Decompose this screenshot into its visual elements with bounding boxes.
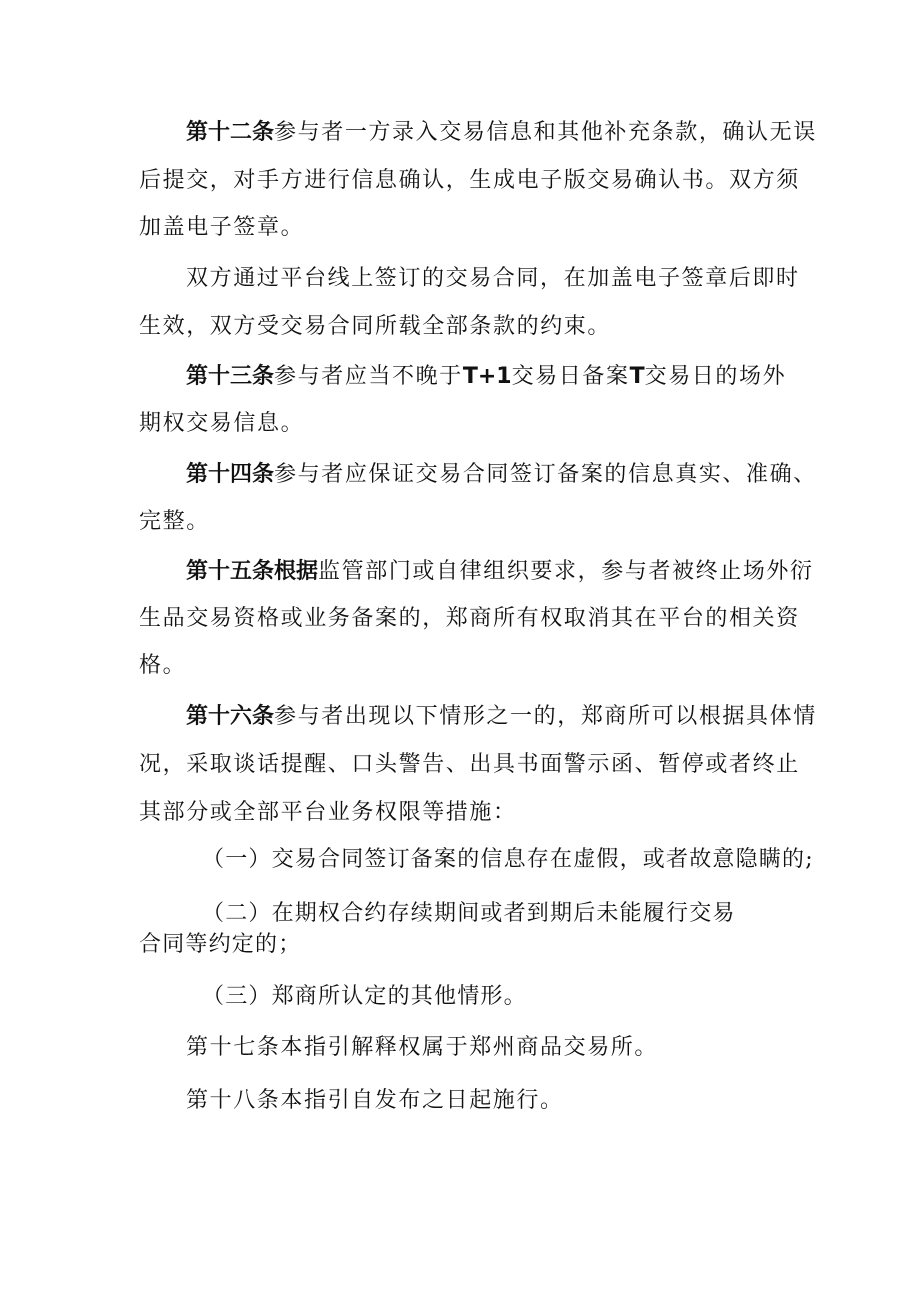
- article-15-line-1: [186, 557, 814, 587]
- article-12-line-2: 后提交，对手方进行信息确认，生成电子版交易确认书。双方须: [139, 168, 800, 193]
- article-14-text-1: 参与者应保证交易合同签订备案的信息真实、准确、: [274, 462, 817, 487]
- article-14-line-1: [186, 460, 817, 490]
- article-12-text-1: 参与者一方录入交易信息和其他补充条款，确认无误: [274, 120, 817, 145]
- article-16-line-1: [186, 702, 817, 732]
- article-15-line-2: 生品交易资格或业务备案的，郑商所有权取消其在平台的相关资: [139, 606, 800, 631]
- article-14-line-2: 完整。: [139, 509, 210, 534]
- article-12-line-3: 加盖电子签章。: [139, 215, 305, 240]
- article-13-line-1: [186, 362, 786, 392]
- article-16-text-1: 参与者出现以下情形之一的，郑商所可以根据具体情: [274, 704, 817, 729]
- paragraph-12b-line-1: 双方通过平台线上签订的交易合同，在加盖电子签章后即时: [186, 266, 800, 291]
- article-17: 第十七条本指引解释权属于郑州商品交易所。: [186, 1035, 659, 1060]
- article-15-label: 第十五条根据: [186, 559, 319, 584]
- article-16-line-2: 况，采取谈话提醒、口头警告、出具书面警示函、暂停或者终止: [139, 752, 800, 777]
- article-13-text-1b: 交易日备案: [511, 364, 630, 389]
- article-18: 第十八条本指引自发布之日起施行。: [186, 1088, 564, 1113]
- article-12-line-1: [186, 118, 817, 148]
- article-14-label: 第十四条: [186, 462, 275, 487]
- article-13-text-1a: 参与者应当不晚于: [274, 364, 463, 389]
- article-13-label: 第十三条: [186, 364, 275, 389]
- paragraph-12b-line-2: 生效，双方受交易合同所载全部条款的约束。: [139, 314, 612, 339]
- article-16-item-2-line-1: （二）在期权合约存续期间或者到期后未能履行交易: [202, 901, 736, 926]
- article-16-item-1: （一）交易合同签订备案的信息存在虚假，或者故意隐瞒的;: [202, 847, 814, 872]
- article-15-text-1: 监管部门或自律组织要求，参与者被终止场外衍: [318, 559, 814, 584]
- article-13-line-2: 期权交易信息。: [139, 411, 305, 436]
- article-16-label: 第十六条: [186, 704, 275, 729]
- article-16-item-3: （三）郑商所认定的其他情形。: [202, 984, 527, 1009]
- article-16-line-3: 其部分或全部平台业务权限等措施：: [139, 800, 517, 825]
- article-13-text-1c: 交易日的场外: [644, 364, 787, 389]
- article-15-line-3: 格。: [139, 653, 187, 678]
- article-13-t2: T: [629, 364, 645, 389]
- article-12-label: 第十二条: [186, 120, 275, 145]
- article-16-item-2-line-2: 合同等约定的；: [139, 932, 302, 957]
- article-13-t1: T+1: [462, 364, 512, 389]
